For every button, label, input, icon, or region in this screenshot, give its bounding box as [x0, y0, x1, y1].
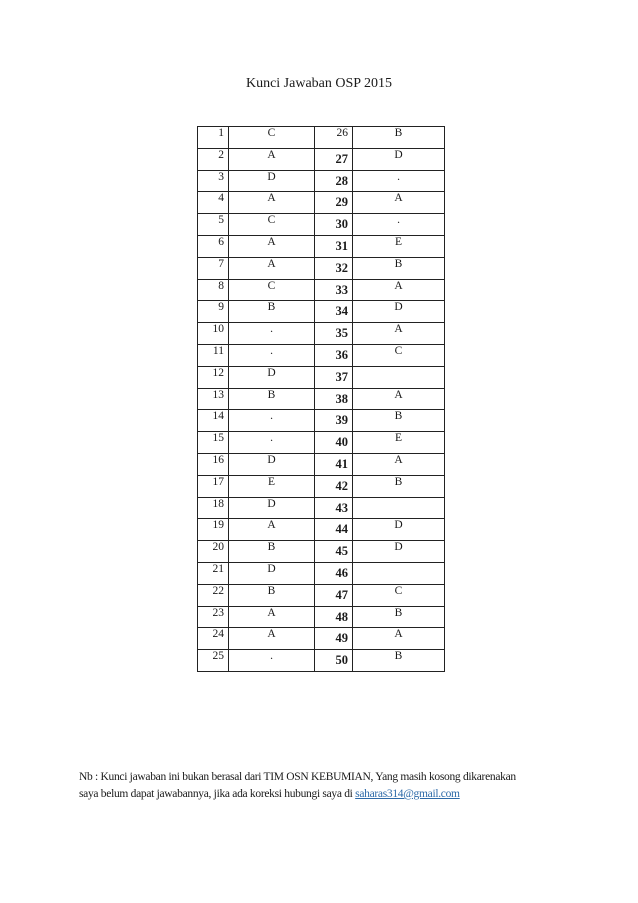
answer-cell: B: [229, 541, 315, 563]
question-number-cell: 17: [198, 475, 229, 497]
table-row: [198, 606, 445, 628]
question-number-cell: 44: [315, 519, 353, 541]
question-number-cell: 38: [315, 388, 353, 410]
answer-cell: B: [353, 606, 445, 628]
answer-cell: A: [353, 323, 445, 345]
question-number-cell: 35: [315, 323, 353, 345]
table-row: [198, 519, 445, 541]
answer-cell: .: [229, 410, 315, 432]
question-number-cell: 7: [198, 257, 229, 279]
question-number-cell: 48: [315, 606, 353, 628]
table-row: [198, 192, 445, 214]
answer-cell: C: [229, 127, 315, 149]
table-row: [198, 127, 445, 149]
email-link[interactable]: saharas314@gmail.com: [355, 788, 460, 800]
question-number-cell: 9: [198, 301, 229, 323]
question-number-cell: 5: [198, 214, 229, 236]
answer-cell: .: [229, 323, 315, 345]
question-number-cell: 13: [198, 388, 229, 410]
question-number-cell: 37: [315, 366, 353, 388]
answer-cell: E: [353, 432, 445, 454]
answer-cell: A: [353, 279, 445, 301]
answer-cell: [353, 366, 445, 388]
question-number-cell: 50: [315, 650, 353, 672]
answer-cell: B: [353, 475, 445, 497]
answer-cell: [353, 497, 445, 519]
question-number-cell: 2: [198, 148, 229, 170]
answer-cell: E: [229, 475, 315, 497]
question-number-cell: 3: [198, 170, 229, 192]
answer-cell: .: [353, 170, 445, 192]
answer-cell: [353, 562, 445, 584]
page-title: Kunci Jawaban OSP 2015: [245, 76, 393, 91]
answer-key-body: [198, 127, 445, 672]
answer-cell: A: [229, 606, 315, 628]
answer-cell: D: [353, 148, 445, 170]
answer-cell: D: [229, 497, 315, 519]
answer-cell: C: [353, 584, 445, 606]
question-number-cell: 33: [315, 279, 353, 301]
table-row: [198, 323, 445, 345]
answer-cell: .: [353, 214, 445, 236]
answer-cell: C: [229, 279, 315, 301]
answer-cell: C: [229, 214, 315, 236]
question-number-cell: 24: [198, 628, 229, 650]
question-number-cell: 42: [315, 475, 353, 497]
table-row: [198, 214, 445, 236]
answer-cell: D: [229, 562, 315, 584]
question-number-cell: 32: [315, 257, 353, 279]
answer-cell: A: [229, 192, 315, 214]
question-number-cell: 31: [315, 235, 353, 257]
question-number-cell: 11: [198, 344, 229, 366]
table-row: [198, 344, 445, 366]
table-row: [198, 257, 445, 279]
question-number-cell: 4: [198, 192, 229, 214]
question-number-cell: 18: [198, 497, 229, 519]
table-row: [198, 279, 445, 301]
answer-cell: A: [229, 628, 315, 650]
table-row: [198, 650, 445, 672]
question-number-cell: 27: [315, 148, 353, 170]
question-number-cell: 1: [198, 127, 229, 149]
question-number-cell: 29: [315, 192, 353, 214]
question-number-cell: 40: [315, 432, 353, 454]
answer-cell: E: [353, 235, 445, 257]
answer-cell: A: [353, 192, 445, 214]
answer-cell: D: [229, 366, 315, 388]
question-number-cell: 21: [198, 562, 229, 584]
answer-cell: B: [229, 301, 315, 323]
table-row: [198, 475, 445, 497]
question-number-cell: 15: [198, 432, 229, 454]
question-number-cell: 14: [198, 410, 229, 432]
table-row: [198, 410, 445, 432]
question-number-cell: 47: [315, 584, 353, 606]
question-number-cell: 12: [198, 366, 229, 388]
table-row: [198, 541, 445, 563]
table-row: [198, 235, 445, 257]
answer-cell: A: [353, 453, 445, 475]
question-number-cell: 36: [315, 344, 353, 366]
question-number-cell: 22: [198, 584, 229, 606]
question-number-cell: 39: [315, 410, 353, 432]
question-number-cell: 25: [198, 650, 229, 672]
table-row: [198, 366, 445, 388]
table-row: [198, 301, 445, 323]
table-row: [198, 170, 445, 192]
question-number-cell: 19: [198, 519, 229, 541]
question-number-cell: 26: [315, 127, 353, 149]
footnote-line-1: Nb : Kunci jawaban ini bukan berasal dari TIM OSN KEBUMIAN, Yang masih kosong dikarenakan: [79, 771, 516, 783]
question-number-cell: 20: [198, 541, 229, 563]
answer-cell: D: [353, 519, 445, 541]
table-row: [198, 453, 445, 475]
question-number-cell: 41: [315, 453, 353, 475]
table-row: [198, 432, 445, 454]
question-number-cell: 49: [315, 628, 353, 650]
question-number-cell: 46: [315, 562, 353, 584]
answer-key-table: [197, 126, 445, 672]
answer-cell: B: [353, 650, 445, 672]
answer-cell: B: [229, 388, 315, 410]
table-row: [198, 562, 445, 584]
table-row: [198, 388, 445, 410]
table-row: [198, 628, 445, 650]
answer-cell: .: [229, 650, 315, 672]
question-number-cell: 16: [198, 453, 229, 475]
answer-cell: .: [229, 344, 315, 366]
answer-cell: .: [229, 432, 315, 454]
question-number-cell: 43: [315, 497, 353, 519]
answer-cell: B: [353, 127, 445, 149]
answer-cell: A: [229, 148, 315, 170]
answer-cell: D: [353, 301, 445, 323]
question-number-cell: 6: [198, 235, 229, 257]
footnote-line-2-text: saya belum dapat jawabannya, jika ada koreksi hubungi saya di: [79, 788, 356, 800]
question-number-cell: 28: [315, 170, 353, 192]
answer-cell: D: [353, 541, 445, 563]
question-number-cell: 23: [198, 606, 229, 628]
answer-cell: A: [229, 519, 315, 541]
question-number-cell: 10: [198, 323, 229, 345]
table-row: [198, 497, 445, 519]
answer-cell: D: [229, 453, 315, 475]
answer-cell: B: [229, 584, 315, 606]
answer-cell: A: [353, 388, 445, 410]
answer-cell: C: [353, 344, 445, 366]
question-number-cell: 30: [315, 214, 353, 236]
answer-cell: A: [229, 235, 315, 257]
question-number-cell: 34: [315, 301, 353, 323]
answer-cell: B: [353, 257, 445, 279]
question-number-cell: 45: [315, 541, 353, 563]
answer-cell: A: [353, 628, 445, 650]
answer-cell: B: [353, 410, 445, 432]
table-row: [198, 148, 445, 170]
footnote-line-2: [79, 786, 579, 803]
footnote: [79, 769, 579, 803]
answer-cell: D: [229, 170, 315, 192]
answer-cell: A: [229, 257, 315, 279]
question-number-cell: 8: [198, 279, 229, 301]
table-row: [198, 584, 445, 606]
